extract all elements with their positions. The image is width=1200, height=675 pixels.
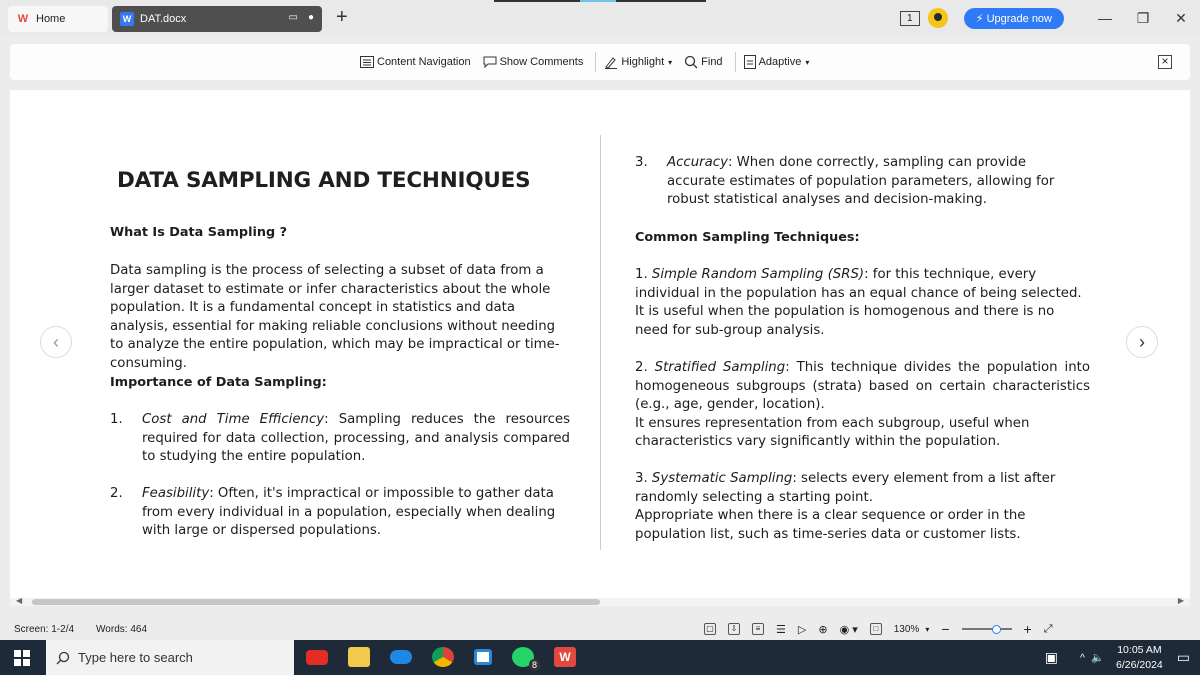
content-navigation-label: Content Navigation [377, 56, 471, 68]
view-icon[interactable]: ▢ [704, 623, 716, 635]
zoom-out-icon[interactable]: − [941, 621, 950, 637]
page-indicator[interactable]: 1 [900, 11, 920, 26]
list-term: Accuracy [667, 155, 728, 170]
search-placeholder: Type here to search [78, 650, 193, 665]
what-is-heading: What Is Data Sampling ? [110, 225, 288, 240]
technique-term: Simple Random Sampling (SRS) [651, 267, 865, 282]
technique-note: It ensures representation from each subgroup, useful when characteristics vary significantly within the population. [635, 415, 1030, 449]
search-icon [684, 55, 698, 69]
find-label: Find [701, 56, 723, 68]
chevron-down-icon: ▾ [805, 57, 810, 67]
tab-document[interactable] [112, 6, 322, 32]
chevron-up-icon[interactable]: ^ [1080, 651, 1085, 664]
chevron-right-icon[interactable]: › [1126, 326, 1158, 358]
screen-indicator[interactable]: Screen: 1-2/4 [14, 623, 75, 635]
list-body: : Sampling reduces the resources required for data collection, processing, and analysis compared to studying the entire population. [142, 412, 570, 464]
news-icon[interactable]: ▣ [1044, 649, 1059, 665]
technique-number: 3. [635, 471, 652, 486]
what-is-paragraph: Data sampling is the process of selecting a subset of data from a larger dataset to estimate or infer characteristics about the whole population. It is a fundamental concept in statistics and data analysis, essential for making reliable conclusions without needing to analyze the entire population, which may be impractical or time-consuming. [110, 263, 560, 371]
chevron-left-icon[interactable]: ‹ [40, 326, 72, 358]
technique-number: 1. [635, 267, 652, 282]
youtube-icon[interactable] [306, 650, 328, 665]
word-doc-icon: W [120, 12, 134, 26]
play-icon[interactable]: ▷ [797, 623, 807, 636]
title-decoration [494, 0, 706, 2]
horizontal-scrollbar[interactable] [10, 598, 1190, 606]
whatsapp-icon[interactable] [512, 647, 537, 670]
store-icon[interactable] [474, 649, 492, 665]
clock-date: 6/26/2024 [1116, 658, 1163, 671]
highlight-icon [604, 55, 618, 69]
outline-icon[interactable]: ☰ [776, 623, 786, 636]
list-number: 3. [635, 155, 648, 170]
wps-logo-icon: W [17, 13, 29, 25]
fit-icon[interactable]: □ [870, 623, 882, 635]
technique-number: 2. [635, 360, 655, 375]
document-title: DATA SAMPLING AND TECHNIQUES [117, 168, 531, 193]
highlight-label: Highlight [621, 56, 665, 68]
technique-stratified [635, 359, 1090, 452]
show-comments-label: Show Comments [499, 56, 584, 68]
importance-heading: Importance of Data Sampling: [110, 375, 327, 390]
list-number: 1. [110, 412, 123, 427]
list-body: : When done correctly, sampling can provide accurate estimates of population parameters, allowing for robust statistical analyses and decision-making. [667, 155, 1055, 207]
avatar[interactable] [928, 8, 948, 28]
list-term: Feasibility [142, 486, 210, 501]
list-body: : Often, it's impractical or impossible to gather data from every individual in a population, especially when dealing with large or dispersed populations. [142, 486, 556, 538]
restore-button[interactable]: ❐ [1136, 9, 1150, 26]
adaptive-button[interactable] [744, 55, 810, 69]
document-view[interactable] [10, 90, 1190, 605]
technique-term: Stratified Sampling [654, 360, 786, 375]
notification-icon[interactable]: ▭ [1176, 649, 1190, 665]
unsaved-dot-icon[interactable]: ● [307, 12, 314, 23]
content-nav-icon [360, 56, 374, 68]
file-explorer-icon[interactable] [348, 647, 370, 667]
technique-body: : selects every element from a list after randomly selecting a starting point. [635, 471, 1056, 505]
eye-icon[interactable]: ◉ ▾ [839, 623, 858, 636]
clock-time: 10:05 AM [1117, 643, 1162, 656]
tab-window-icon[interactable]: ▭ [288, 12, 298, 23]
title-bar [0, 0, 1200, 36]
zoom-level[interactable]: 130% [893, 623, 920, 635]
find-button[interactable] [684, 55, 722, 69]
zoom-in-icon[interactable]: + [1023, 621, 1032, 637]
technique-body: : This technique divides the population into homogeneous subgroups (strata) based on certain characteristics (e.g., age, gender, location). [635, 360, 1090, 412]
windows-start-icon[interactable] [14, 650, 30, 666]
technique-srs [635, 266, 1085, 340]
upgrade-label: Upgrade now [986, 12, 1052, 25]
highlight-button[interactable] [604, 55, 672, 69]
upgrade-button[interactable]: ⚡ Upgrade now [964, 8, 1064, 29]
zoom-slider[interactable] [962, 628, 1012, 630]
chevron-down-icon[interactable]: ▾ [925, 624, 930, 634]
list-item [635, 154, 1085, 210]
page-view-icon[interactable]: ≡ [752, 623, 764, 635]
chevron-down-icon: ▾ [668, 57, 673, 67]
status-bar [0, 618, 1200, 640]
scroll-left-icon[interactable]: ◀ [16, 596, 23, 605]
system-clock[interactable] [1116, 643, 1163, 673]
technique-systematic [635, 470, 1090, 544]
technique-note: Appropriate when there is a clear sequence or order in the population list, such as time-series data or customer lists. [635, 508, 1026, 542]
onedrive-icon[interactable] [390, 650, 412, 664]
list-number: 2. [110, 486, 123, 501]
comment-icon [483, 56, 497, 68]
search-icon [56, 651, 70, 665]
tab-document-label: DAT.docx [140, 13, 187, 25]
technique-note: It is useful when the population is homogenous and there is no need for sub-group analysis. [635, 304, 1055, 338]
word-count[interactable]: Words: 464 [96, 623, 147, 635]
adaptive-label: Adaptive [758, 56, 802, 68]
new-tab-button[interactable]: + [336, 6, 348, 28]
close-icon[interactable]: × [1158, 55, 1172, 69]
wps-logo-icon[interactable]: W [554, 647, 576, 667]
list-item [110, 411, 570, 467]
technique-body: : for this technique, every individual in the population has an equal chance of being selected. [635, 267, 1082, 301]
scroll-right-icon[interactable]: ▶ [1177, 596, 1184, 605]
scroll-thumb[interactable] [32, 599, 600, 605]
fullscreen-icon[interactable]: ⤢ [1043, 622, 1053, 635]
list-term: Cost and Time Efficiency [142, 412, 325, 427]
volume-icon[interactable]: 🔈 [1090, 652, 1105, 664]
minimize-button[interactable]: — [1098, 10, 1112, 26]
technique-term: Systematic Sampling [651, 471, 793, 486]
tab-home[interactable] [8, 6, 108, 32]
reader-toolbar [10, 44, 1190, 80]
close-window-button[interactable]: ✕ [1175, 9, 1187, 26]
globe-icon[interactable]: ⊕ [818, 623, 828, 636]
whatsapp-badge: 8 [529, 659, 540, 671]
techniques-heading: Common Sampling Techniques: [635, 230, 860, 245]
adaptive-icon [744, 55, 756, 69]
list-item [110, 485, 570, 541]
chrome-icon[interactable] [432, 647, 454, 667]
tab-home-label: Home [36, 13, 66, 25]
export-icon[interactable]: ⇩ [728, 623, 740, 635]
taskbar-search[interactable] [46, 640, 294, 675]
windows-taskbar [0, 640, 1200, 675]
show-comments-button[interactable] [483, 56, 584, 68]
content-navigation-button[interactable] [360, 56, 471, 68]
column-divider [600, 135, 601, 550]
